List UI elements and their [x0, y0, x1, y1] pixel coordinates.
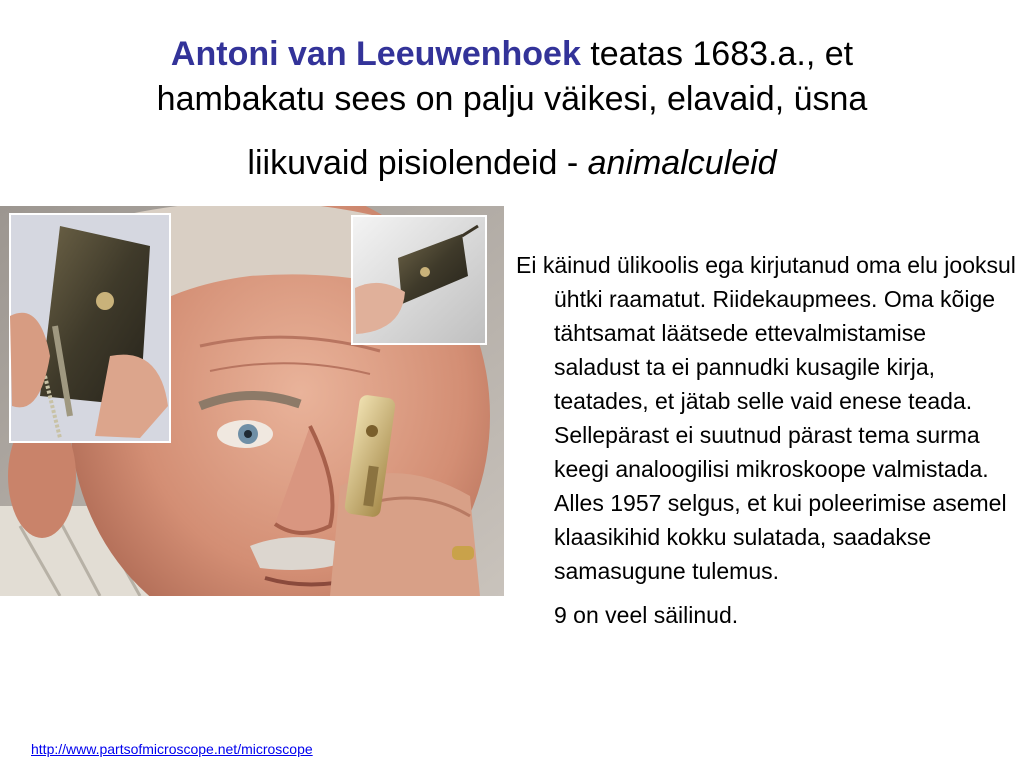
title-line-1 — [60, 36, 964, 72]
title-line-1-rest: teatas 1683.a., et — [580, 35, 854, 73]
leeuwenhoek-microscope-photo — [0, 206, 504, 596]
title-line-2: hambakatu sees on palju väikesi, elavaid, üsna — [156, 80, 868, 119]
photo-illustration — [0, 206, 504, 596]
body-paragraph: Ei käinud ülikoolis ega kirjutanud oma elu jooksul ühtki raamatut. Riidekaupmees. Oma kõige tähtsamat läätsede ettevalmistamise saladust ta ei pannudki kusagile kirja, teatades, et jätab selle vaid enese teada. Sellepärast ei suutnud pärast tema surma keegi analoogilisi mikroskoope valmistada. Alles 1957 selgus, et kui poleerimise asemel klaasikihid kokku sulatada, saadakse samasugune tulemus. — [516, 252, 1016, 584]
slide-title — [60, 36, 964, 191]
source-link[interactable]: http://www.partsofmicroscope.net/microscope — [31, 741, 313, 757]
title-line-3-text: liikuvaid pisiolendeid - — [247, 144, 588, 183]
body-text — [516, 248, 1016, 632]
body-note: 9 on veel säilinud. — [554, 602, 739, 628]
title-name: Antoni van Leeuwenhoek — [170, 35, 581, 73]
title-term: animalculeid — [587, 144, 777, 183]
title-line-3 — [60, 136, 964, 190]
